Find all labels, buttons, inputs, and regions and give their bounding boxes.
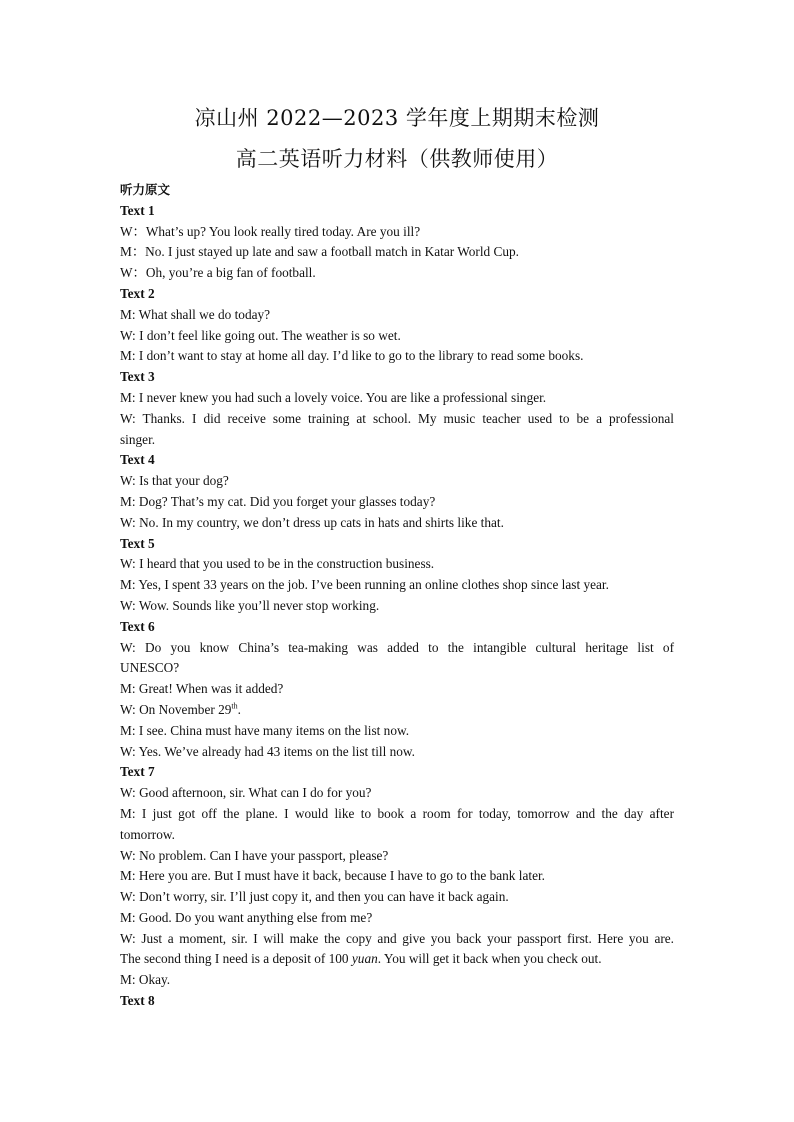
line-text-end: . You will get it back when you check out. [377,951,602,967]
dialogue-line: W：What’s up? You look really tired today. Are you ill? [120,223,421,239]
dialogue-line: W: Don’t worry, sir. I’ll just copy it, and then you can have it back again. [120,889,509,905]
dialogue-line [120,700,674,721]
currency-word: yuan [351,951,378,967]
dialogue-line: M: I never knew you had such a lovely voice. You are like a professional singer. [120,389,547,405]
line-text: The second thing I need is a deposit of 100 [120,951,352,967]
dialogue-line: M：No. I just stayed up late and saw a football match in Katar World Cup. [120,244,519,260]
dialogue-line: W: No. In my country, we don’t dress up cats in hats and shirts like that. [120,514,504,530]
dialogue-line: W: Is that your dog? [120,473,229,489]
dialogue-line: M: Okay. [120,972,171,988]
dialogue-line: M: Yes, I spent 33 years on the job. I’ve been running an online clothes shop since last year. [120,577,609,593]
text-heading: Text 1 [120,202,155,218]
text-heading: Text 7 [120,764,155,780]
dialogue-line: M: Dog? That’s my cat. Did you forget your glasses today? [120,493,436,509]
dialogue-line: W: No problem. Can I have your passport, please? [120,847,389,863]
text-heading: Text 5 [120,535,155,551]
dialogue-line: UNESCO? [120,660,180,676]
dialogue-line: W: I heard that you used to be in the construction business. [120,556,435,572]
dialogue-line: W: Just a moment, sir. I will make the copy and give you back your passport first. Here you are. [120,930,674,946]
ordinal-suffix: th [231,701,238,711]
dialogue-line: M: Good. Do you want anything else from me? [120,909,373,925]
dialogue-line: tomorrow. [120,826,175,842]
dialogue-line: M: Great! When was it added? [120,681,284,697]
dialogue-line: W: Wow. Sounds like you’ll never stop working. [120,597,380,613]
punctuation: . [237,701,241,717]
transcript-body [120,180,674,1012]
dialogue-line: singer. [120,431,156,447]
dialogue-line: M: I see. China must have many items on the list now. [120,722,410,738]
section-label: 听力原文 [120,182,171,197]
text-heading: Text 2 [120,285,155,301]
text-heading: Text 8 [120,993,155,1009]
document-subtitle: 高二英语听力材料（供教师使用） [235,147,559,171]
dialogue-line: W: Yes. We’ve already had 43 items on the list till now. [120,743,415,759]
dialogue-line: W: Thanks. I did receive some training at school. My music teacher used to be a professional [120,410,674,426]
text-heading: Text 6 [120,618,155,634]
dialogue-line: W：Oh, you’re a big fan of football. [120,265,316,281]
dialogue-line: M: I don’t want to stay at home all day. I’d like to go to the library to read some books. [120,348,584,364]
dialogue-line: M: Here you are. But I must have it back, because I have to go to the bank later. [120,868,545,884]
dialogue-line: M: What shall we do today? [120,306,271,322]
text-heading: Text 4 [120,452,155,468]
document-title: 凉山州 2022—2023 学年度上期期末检测 [194,106,600,130]
text-heading: Text 3 [120,369,155,385]
dialogue-line: W: I don’t feel like going out. The weather is so wet. [120,327,401,343]
dialogue-line [120,949,674,970]
dialogue-line: W: Good afternoon, sir. What can I do for you? [120,785,372,801]
date-text: W: On November 29 [120,701,232,717]
dialogue-line: W: Do you know China’s tea-making was added to the intangible cultural heritage list of [120,639,674,655]
dialogue-line: M: I just got off the plane. I would like to book a room for today, tomorrow and the day after [120,805,674,821]
